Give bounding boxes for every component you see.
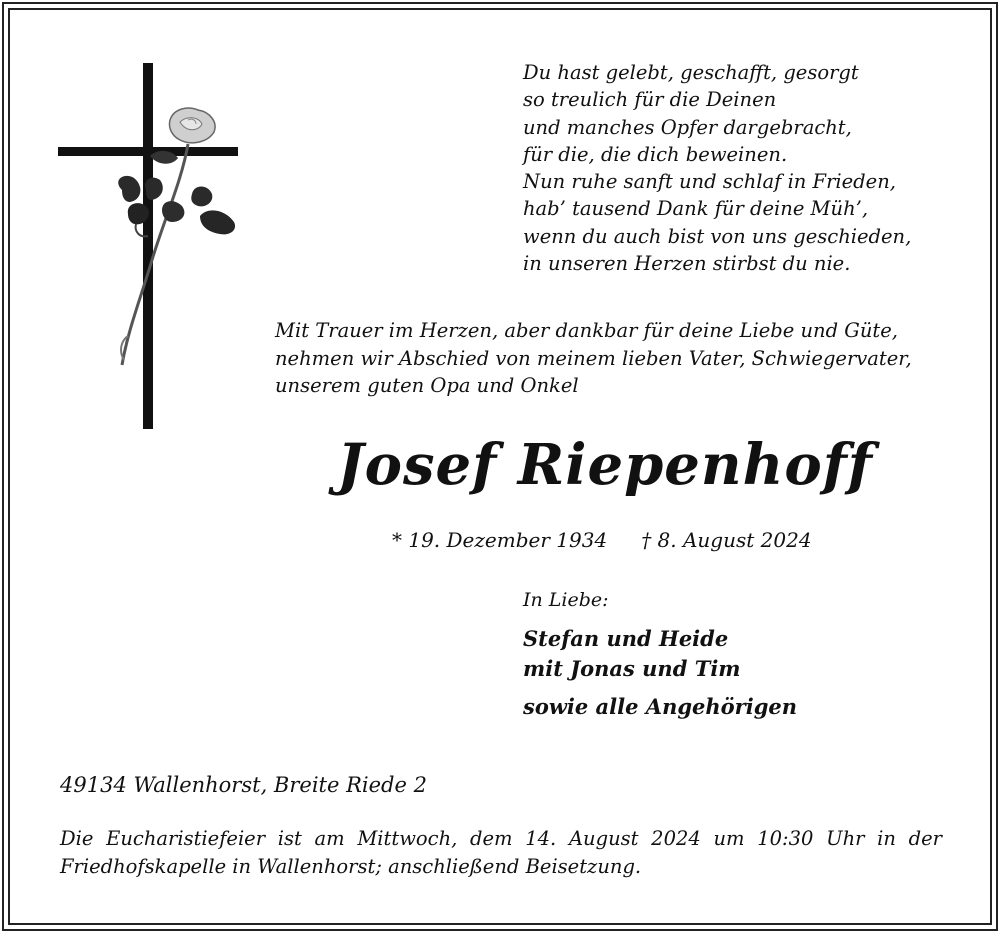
service-info: Die Eucharistiefeier ist am Mittwoch, dem 14. August 2024 um 10:30 Uhr in der Friedhofskapelle in Wallenhorst; anschließend Beisetzung. xyxy=(60,827,942,878)
poem-line: hab’ tausend Dank für deine Müh’, xyxy=(523,197,869,221)
death-date: † 8. August 2024 xyxy=(641,528,812,552)
rose-icon xyxy=(118,108,235,365)
poem-line: so treulich für die Deinen xyxy=(523,88,777,112)
poem-line: in unseren Herzen stirbst du nie. xyxy=(523,252,851,276)
poem-line: für die, die dich beweinen. xyxy=(523,142,788,166)
mourners xyxy=(523,624,797,722)
life-dates xyxy=(392,528,812,552)
in-love-label: In Liebe: xyxy=(523,589,609,611)
relatives-line: sowie alle Angehörigen xyxy=(523,694,798,719)
intro-line: Mit Trauer im Herzen, aber dankbar für deine Liebe und Güte, xyxy=(275,319,898,342)
address: 49134 Wallenhorst, Breite Riede 2 xyxy=(60,773,427,797)
intro-line: nehmen wir Abschied von meinem lieben Vater, Schwiegervater, xyxy=(275,346,912,370)
deceased-name: Josef Riepenhoff xyxy=(337,432,873,498)
birth-date: * 19. Dezember 1934 xyxy=(392,528,608,552)
intro-line: unserem guten Opa und Onkel xyxy=(275,374,579,397)
poem-line: wenn du auch bist von uns geschieden, xyxy=(523,224,912,248)
family-line: mit Jonas und Tim xyxy=(523,656,741,681)
poem-line: Nun ruhe sanft und schlaf in Frieden, xyxy=(523,170,896,194)
poem-line: Du hast gelebt, geschafft, gesorgt xyxy=(523,61,859,84)
cross-with-rose xyxy=(52,60,242,432)
intro-text xyxy=(275,317,912,400)
family-line: Stefan und Heide xyxy=(523,626,729,651)
poem xyxy=(523,59,911,277)
poem-line: und manches Opfer dargebracht, xyxy=(523,115,852,139)
